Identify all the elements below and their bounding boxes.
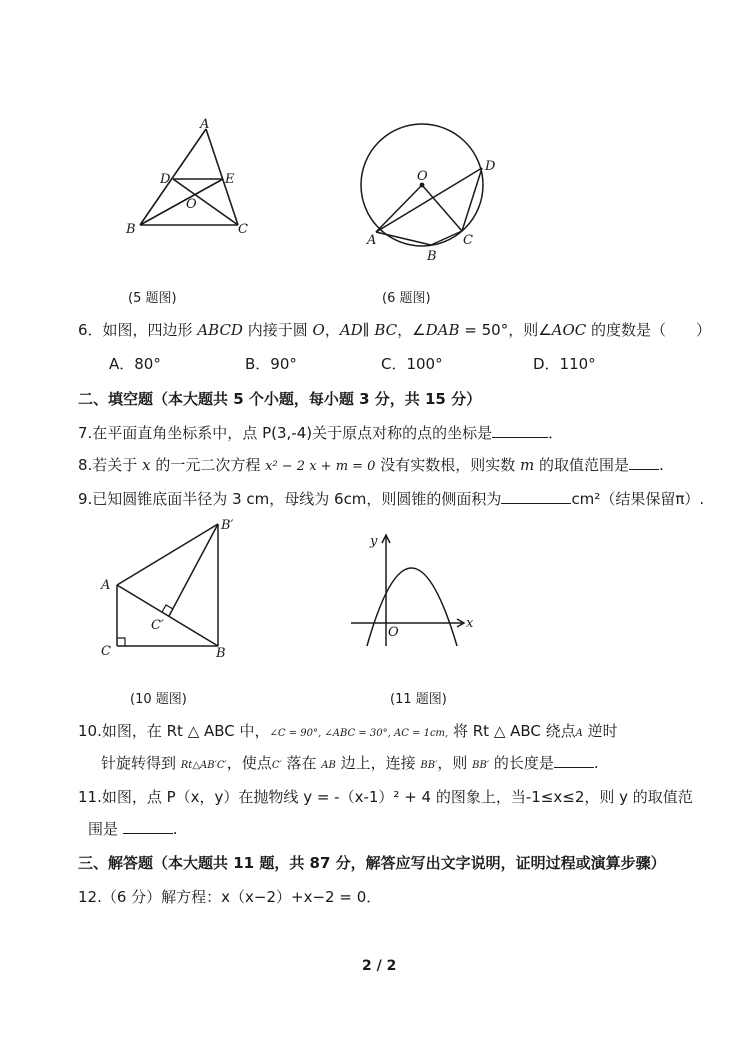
q6-sep1: ， [324, 321, 340, 339]
caption-fig11: (11 题图) [390, 692, 447, 707]
q6-adbc: AD∥ BC [339, 321, 398, 339]
label-a: A [200, 117, 210, 132]
label-d: D [485, 159, 496, 174]
question-9 [78, 488, 704, 509]
q10-l2-p4: 边上，连接 [335, 754, 421, 772]
label-b: B [427, 249, 437, 264]
label-a: A [367, 233, 377, 248]
page-number: 2 / 2 [362, 958, 397, 974]
question-10-line-2 [101, 752, 599, 773]
q10-bbp-1: BB′ [420, 760, 438, 771]
q6-o: O [312, 321, 325, 339]
label-e: E [225, 172, 235, 187]
figure-10 [95, 515, 245, 665]
q6-prefix: 6．如图，四边形 [78, 321, 198, 339]
label-a: A [101, 578, 111, 593]
label-x: x [466, 616, 474, 631]
question-10-line-1 [78, 720, 618, 741]
q11-l2: 围是 [88, 820, 123, 838]
q9-answer-blank[interactable] [501, 489, 571, 504]
q10-l2-p3: 落在 [281, 754, 322, 772]
label-b: B [126, 222, 136, 237]
q6-mid2: = 50°，则∠ [459, 321, 552, 339]
q6-option-b: B．90° [245, 355, 297, 373]
q9-unit: cm² [571, 490, 601, 508]
q6-aoc: AOC [551, 321, 587, 339]
q10-l2-p1: 针旋转得到 [101, 754, 181, 772]
q6-dab: DAB [425, 321, 460, 339]
q7-answer-blank[interactable] [492, 423, 548, 438]
q10-l1-p1: 10.如图，在 Rt △ ABC 中， [78, 722, 270, 740]
q10-l1-p2: 将 Rt △ ABC 绕点 [448, 722, 576, 740]
label-c: C [463, 233, 473, 248]
segment-abp [117, 524, 218, 585]
q7-end: ． [548, 424, 564, 442]
right-angle-c [117, 638, 125, 646]
q11-answer-blank[interactable] [123, 819, 173, 834]
segment-ab [117, 585, 218, 646]
caption-fig6: (6 题图) [382, 291, 431, 306]
segment-ad [376, 168, 482, 232]
section-3-heading: 三、解答题（本大题共 11 题，共 87 分，解答应写出文字说明，证明过程或演算步骤） [78, 854, 666, 872]
question-11-line-1: 11.如图，点 P（x，y）在抛物线 y = -（x-1）² + 4 的图象上，当-1≤x≤2，则 y 的取值范 [78, 788, 693, 806]
q11-end: . [172, 820, 178, 838]
q8-p3: 没有实数根，则实数 [375, 456, 521, 474]
q8-equation: x² − 2 x + m = 0 [265, 459, 376, 474]
q10-cp: C′ [271, 760, 282, 771]
figure-5 [120, 115, 260, 250]
caption-fig10: (10 题图) [130, 692, 187, 707]
label-c: C [238, 222, 248, 237]
q8-p4: 的取值范围是 [534, 456, 630, 474]
question-12: 12.（6 分）解方程：x（x−2）+x−2 = 0． [78, 888, 382, 906]
q10-bbp-2: BB′ [472, 760, 490, 771]
caption-fig5: (5 题图) [128, 291, 177, 306]
q6-option-a: A．80° [109, 355, 161, 373]
label-b: B [216, 646, 226, 661]
figure-11 [345, 528, 485, 650]
q9-end: （结果保留π）. [600, 490, 705, 508]
figure-6 [355, 120, 505, 265]
question-11-line-2 [88, 818, 178, 839]
q8-p1: 8.若关于 [78, 456, 143, 474]
label-o: O [417, 169, 428, 184]
q10-answer-blank[interactable] [554, 753, 594, 768]
q6-suffix: 的度数是（ ） [586, 321, 712, 339]
q8-end: . [659, 456, 664, 474]
label-d: D [160, 172, 171, 187]
q10-l1-p3: 逆时 [582, 722, 618, 740]
q10-l2-p5: ，则 [437, 754, 473, 772]
q9-text: 9.已知圆锥底面半径为 3 cm，母线为 6cm，则圆锥的侧面积为 [78, 490, 502, 508]
q8-m: m [520, 456, 535, 474]
segment-bc [431, 231, 462, 245]
q8-answer-blank[interactable] [629, 455, 659, 470]
q8-x: x [142, 456, 151, 474]
label-o: O [388, 625, 399, 640]
q6-option-c: C．100° [381, 355, 443, 373]
label-o: O [186, 197, 197, 212]
q10-ab: AB [321, 760, 336, 771]
label-cp: C′ [151, 618, 164, 633]
q6-mid1: 内接于圆 [242, 321, 313, 339]
label-bp: B′ [221, 518, 234, 533]
label-c: C [101, 644, 111, 659]
label-y: y [370, 534, 378, 549]
q8-p2: 的一元二次方程 [150, 456, 266, 474]
q10-conditions: ∠C = 90°, ∠ABC = 30°, AC = 1cm, [269, 728, 449, 739]
q10-point-a: A [575, 728, 583, 739]
q10-end: . [593, 754, 599, 772]
q10-l2-p6: 的长度是 [489, 754, 554, 772]
q6-sep2: ，∠ [397, 321, 426, 339]
question-6 [78, 319, 711, 340]
section-2-heading: 二、填空题（本大题共 5 个小题，每小题 3 分，共 15 分） [78, 390, 482, 408]
q10-rt: Rt△AB′C′ [180, 760, 227, 771]
q6-abcd: ABCD [197, 321, 243, 339]
question-7 [78, 422, 563, 443]
q10-l2-p2: ，使点 [226, 754, 272, 772]
q7-text: 7.在平面直角坐标系中，点 P(3,-4)关于原点对称的点的坐标是 [78, 424, 493, 442]
segment-bpcp [169, 524, 218, 616]
parabola-curve [367, 568, 457, 646]
question-8 [78, 454, 664, 475]
q6-option-d: D．110° [533, 355, 596, 373]
